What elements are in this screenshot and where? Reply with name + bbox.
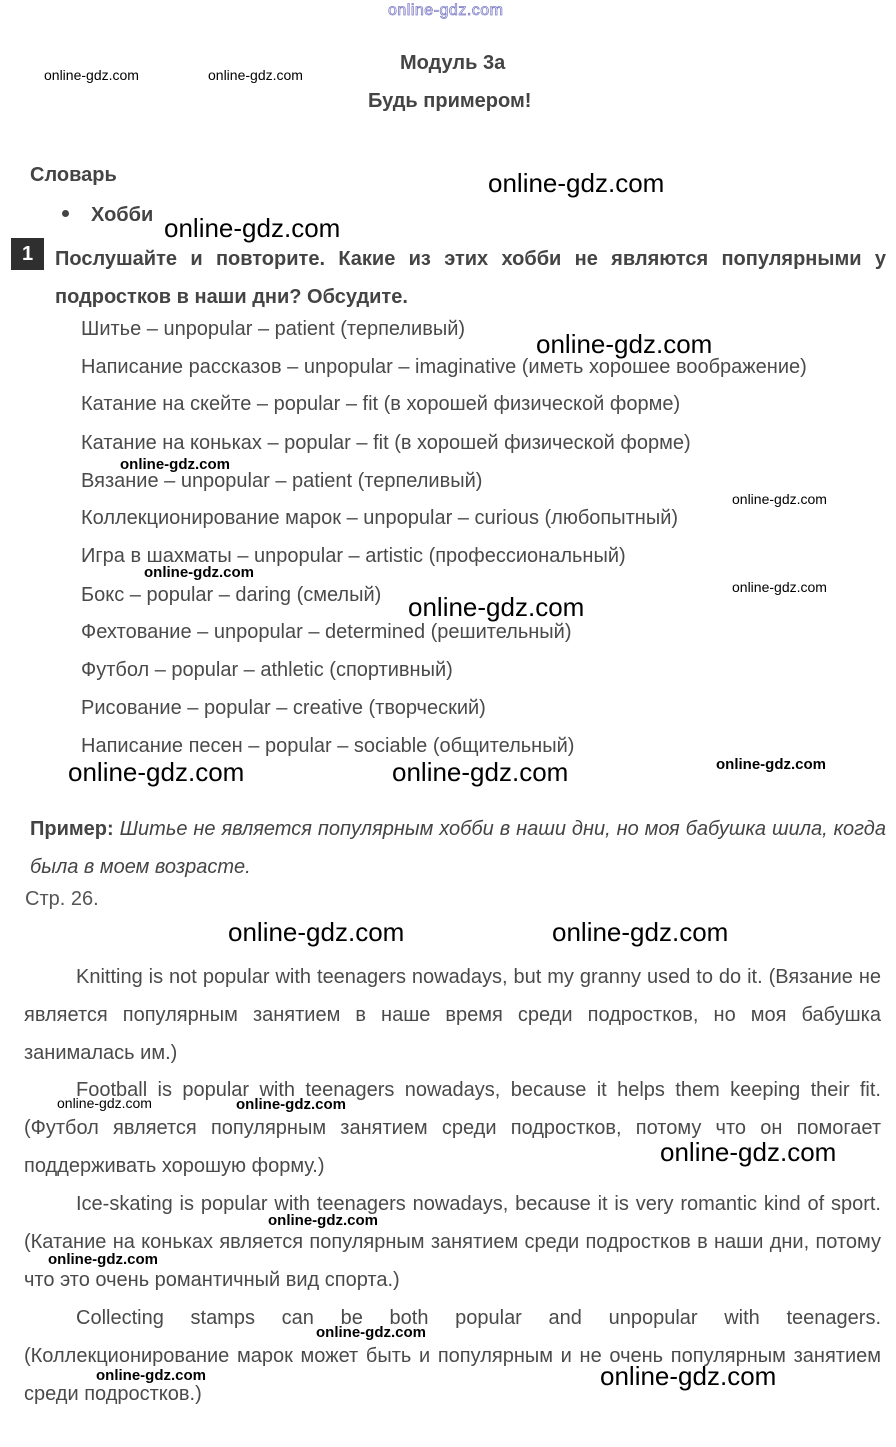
vocabulary-heading: Словарь	[30, 164, 117, 186]
watermark: online-gdz.com	[120, 456, 230, 473]
answer-paragraph: Collecting stamps can be both popular and unpopular with teenagers. (Коллекционирование марок может быть и популярным и не очень популярным занятием среди подростков.)	[24, 1307, 881, 1405]
watermark: online-gdz.com	[316, 1324, 426, 1341]
watermark: online-gdz.com	[552, 917, 729, 947]
watermark: online-gdz.com	[236, 1096, 346, 1113]
watermark: online-gdz.com	[68, 757, 245, 787]
hobby-item: Фехтование – unpopular – determined (решительный)	[81, 621, 572, 643]
exercise-instruction: Послушайте и повторите. Какие из этих хобби не являются популярными у подростков в наши дни? Обсудите.	[55, 248, 886, 308]
top-watermark: online-gdz.com	[388, 2, 504, 19]
watermark: online-gdz.com	[392, 757, 569, 787]
watermark: online-gdz.com	[144, 564, 254, 581]
bullet-dot-icon	[62, 210, 69, 217]
hobby-item: Катание на коньках – popular – fit (в хорошей физической форме)	[81, 432, 691, 454]
watermark: online-gdz.com	[228, 917, 405, 947]
example-block	[30, 810, 886, 886]
watermark: online-gdz.com	[716, 756, 826, 773]
module-title: Модуль 3a	[400, 52, 506, 74]
watermark: online-gdz.com	[732, 491, 827, 507]
watermark: online-gdz.com	[164, 213, 341, 243]
page-reference: Стр. 26.	[25, 888, 99, 910]
watermark: online-gdz.com	[57, 1095, 152, 1111]
watermark: online-gdz.com	[488, 168, 665, 198]
hobby-item: Написание рассказов – unpopular – imaginative (иметь хорошее воображение)	[81, 356, 807, 378]
watermark: online-gdz.com	[660, 1137, 837, 1167]
bullet-text: Хобби	[91, 204, 154, 226]
hobby-item: Написание песен – popular – sociable (общительный)	[81, 735, 575, 757]
watermark: online-gdz.com	[268, 1212, 378, 1229]
answer-paragraph: Football is popular with teenagers nowadays, because it helps them keeping their fit. (Футбол является популярным занятием среди подростков, потому что он помогает поддерживать хорошую форму.)	[24, 1079, 881, 1177]
watermark: online-gdz.com	[48, 1251, 158, 1268]
vocabulary-bullet	[62, 204, 153, 227]
watermark: online-gdz.com	[732, 579, 827, 595]
watermark: online-gdz.com	[44, 67, 139, 83]
example-text: Шитье не является популярным хобби в наши дни, но моя бабушка шила, когда была в моем возрасте.	[30, 818, 886, 878]
watermark: online-gdz.com	[536, 329, 713, 359]
hobby-item: Вязание – unpopular – patient (терпеливый)	[81, 470, 483, 492]
answer-paragraph: Ice-skating is popular with teenagers nowadays, because it is very romantic kind of sport. (Катание на коньках является популярным занятием среди подростков в наши дни, потому что это очень романтичный вид спорта.)	[24, 1193, 881, 1291]
watermark: online-gdz.com	[208, 67, 303, 83]
watermark: online-gdz.com	[96, 1367, 206, 1384]
hobby-item: Коллекционирование марок – unpopular – curious (любопытный)	[81, 507, 679, 529]
hobby-item: Футбол – popular – athletic (спортивный)	[81, 659, 453, 681]
hobby-item: Рисование – popular – creative (творческий)	[81, 697, 486, 719]
hobby-item: Шитье – unpopular – patient (терпеливый)	[81, 318, 466, 340]
answer-paragraph: Knitting is not popular with teenagers nowadays, but my granny used to do it. (Вязание не является популярным занятием в наше время среди подростков, но моя бабушка занималась им.)	[24, 966, 881, 1064]
hobby-item: Катание на скейте – popular – fit (в хорошей физической форме)	[81, 393, 681, 415]
hobby-item: Игра в шахматы – unpopular – artistic (профессиональный)	[81, 545, 626, 567]
exercise-number: 1	[11, 238, 44, 270]
example-label: Пример:	[30, 818, 114, 840]
hobby-item: Бокс – popular – daring (смелый)	[81, 584, 382, 606]
watermark: online-gdz.com	[408, 592, 585, 622]
module-subtitle: Будь примером!	[368, 90, 532, 112]
watermark: online-gdz.com	[600, 1361, 777, 1391]
